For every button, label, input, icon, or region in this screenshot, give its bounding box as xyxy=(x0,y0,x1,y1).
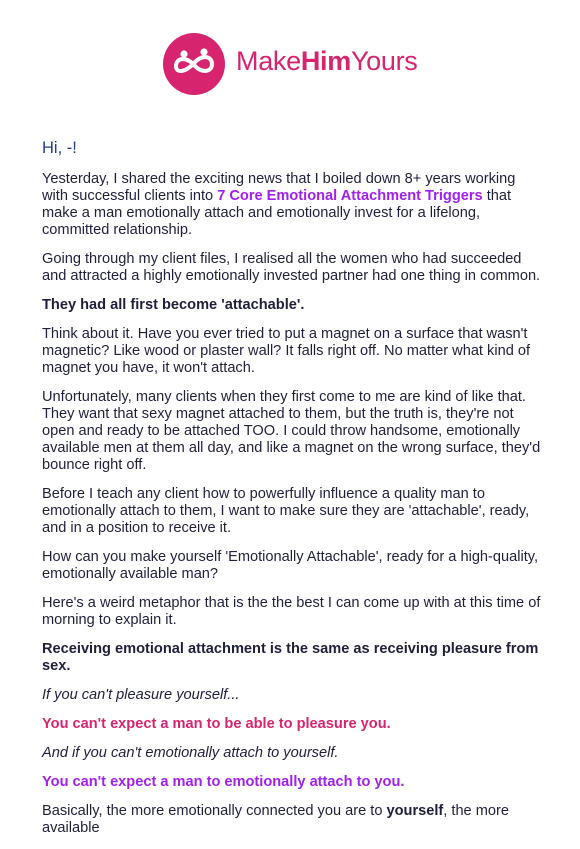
intro-text-a: Yesterday, I shared the exciting news that I boiled down 8+ years working with successful clients into xyxy=(42,171,516,204)
brand-make: Make xyxy=(236,46,301,76)
paragraph-expect-pleasure: You can't expect a man to be able to pleasure you. xyxy=(42,716,391,732)
brand-him: Him xyxy=(300,46,351,76)
basically-text-c: , the more available xyxy=(42,803,509,836)
triggers-link[interactable]: 7 Core Emotional Attachment Triggers xyxy=(217,188,483,204)
paragraph-expect-attach: You can't expect a man to emotionally attach to you. xyxy=(42,774,405,790)
basically-text-a: Basically, the more emotionally connected you are to xyxy=(42,803,387,819)
greeting: Hi, -! xyxy=(42,139,77,157)
paragraph-clients: Unfortunately, many clients when they first come to me are kind of like that. They want that sexy magnet attached to them, but the truth is, they're not open and ready to be attached TOO. I could throw handsome, emotionally available men at them all day, and like a magnet on the wrong surface, they'd bounce right off. xyxy=(42,389,541,473)
paragraph-intro xyxy=(42,171,542,239)
infinity-figures-icon[interactable] xyxy=(162,32,226,96)
paragraph-question: How can you make yourself 'Emotionally Attachable', ready for a high-quality, emotionally available man? xyxy=(42,549,539,582)
paragraph-client-files: Going through my client files, I realised all the women who had succeeded and attracted a highly emotionally invested partner had one thing in common. xyxy=(42,251,541,284)
paragraph-basically xyxy=(42,803,542,837)
intro-text-b: that make a man emotionally attach and emotionally invest for a lifelong, committed relationship. xyxy=(42,188,512,238)
paragraph-attach-yourself: And if you can't emotionally attach to yourself. xyxy=(42,745,339,761)
paragraph-attachable: They had all first become 'attachable'. xyxy=(42,297,305,313)
email-header xyxy=(0,24,580,104)
basically-text-b: yourself xyxy=(386,803,444,819)
paragraph-before-teach: Before I teach any client how to powerfully influence a quality man to emotionally attach to them, I want to make sure they are 'attachable', ready, and in a position to receive it. xyxy=(42,486,530,536)
email-body xyxy=(42,140,542,849)
brand-logo[interactable] xyxy=(236,46,418,77)
paragraph-receiving: Receiving emotional attachment is the same as receiving pleasure from sex. xyxy=(42,641,539,674)
paragraph-metaphor: Here's a weird metaphor that is the the best I can come up with at this time of morning to explain it. xyxy=(42,595,541,628)
paragraph-magnet: Think about it. Have you ever tried to put a magnet on a surface that wasn't magnetic? Like wood or plaster wall? It falls right off. No matter what kind of magnet you have, it won't attach. xyxy=(42,326,531,376)
paragraph-pleasure-yourself: If you can't pleasure yourself... xyxy=(42,687,240,703)
brand-yours: Yours xyxy=(350,46,418,76)
